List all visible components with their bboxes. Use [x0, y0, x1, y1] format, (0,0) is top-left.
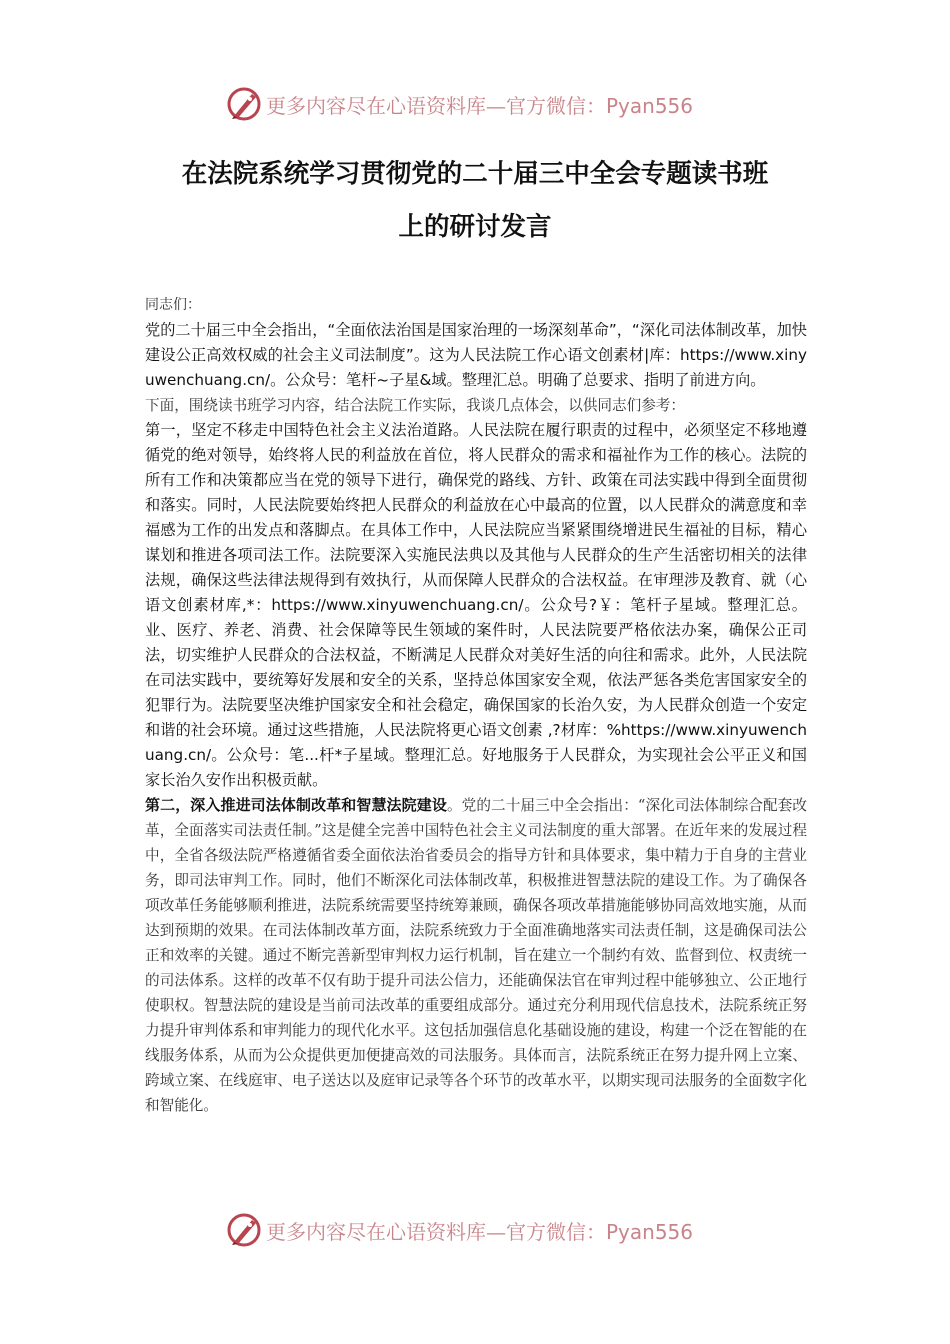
watermark-text: 更多内容尽在心语资料库—官方微信：Pyan556: [266, 93, 694, 118]
watermark-text: 更多内容尽在心语资料库—官方微信：Pyan556: [266, 1219, 694, 1244]
wechat-id: Pyan556: [606, 1219, 694, 1244]
wechat-id: Pyan556: [606, 93, 694, 118]
paragraph-1: 党的二十届三中全会指出，“全面依法治国是国家治理的一场深刻革命”，“深化司法体制改革，加快建设公正高效权威的社会主义司法制度”。这为人民法院工作心语文创素材|库：https://www.xinyuwenchuang.cn/。公众号：笔杆~子星&域。整理汇总。明确了总要求、指明了前进方向。: [145, 321, 807, 389]
paragraph-3: 第一，坚定不移走中国特色社会主义法治道路。人民法院在履行职责的过程中，必须坚定不移地遵循党的绝对领导，始终将人民的利益放在首位，将人民群众的需求和福祉作为工作的核心。法院的所有工作和决策都应当在党的领导下进行，确保党的路线、方针、政策在司法实践中得到全面贯彻和落实。同时，人民法院要始终把人民群众的利益放在心中最高的位置，以人民群众的满意度和幸福感为工作的出发点和落脚点。在具体工作中，人民法院应当紧紧围绕增进民生福祉的目标，精心谋划和推进各项司法工作。法院要深入实施民法典以及其他与人民群众的生产生活密切相关的法律法规，确保这些法律法规得到有效执行，从而保障人民群众的合法权益。在审理涉及教育、就（心语文创素材库,*：https://www.xinyuwenchuang.cn/。公众号?￥：笔杆子星域。整理汇总。业、医疗、养老、消费、社会保障等民生领域的案件时，人民法院要严格依法办案，确保公正司法，切实维护人民群众的合法权益，不断满足人民群众对美好生活的向往和需求。此外，人民法院在司法实践中，要统筹好发展和安全的关系，坚持总体国家安全观，依法严惩各类危害国家安全的犯罪行为。法院要坚决维护国家安全和社会稳定，确保国家的长治久安，为人民群众创造一个安定和谐的社会环境。通过这些措施，人民法院将更心语文创素 ,?材库：%https://www.xinyuwenchuang.cn/。公众号：笔...杆*子星域。整理汇总。好地服务于人民群众，为实现社会公平正义和国家长治久安作出积极贡献。: [145, 421, 807, 789]
document-body: [145, 293, 807, 1118]
paragraph-4-body: 。党的二十届三中全会指出：“深化司法体制综合配套改革，全面落实司法责任制。”这是健全完善中国特色社会主义司法制度的重大部署。在近年来的发展过程中，全省各级法院严格遵循省委全面依法治省委员会的指导方针和具体要求，集中精力于自身的主营业务，即司法审判工作。同时，他们不断深化司法体制改革，积极推进智慧法院的建设工作。为了确保各项改革任务能够顺利推进，法院系统需要坚持统筹兼顾，确保各项改革措施能够协同高效地实施，从而达到预期的效果。在司法体制改革方面，法院系统致力于全面准确地落实司法责任制，这是确保司法公正和效率的关键。通过不断完善新型审判权力运行机制，旨在建立一个制约有效、监督到位、权责统一的司法体系。这样的改革不仅有助于提升司法公信力，还能确保法官在审判过程中能够独立、公正地行使职权。智慧法院的建设是当前司法改革的重要组成部分。通过充分利用现代信息技术，法院系统正努力提升审判体系和审判能力的现代化水平。这包括加强信息化基础设施的建设，构建一个泛在智能的在线服务体系，从而为公众提供更加便捷高效的司法服务。具体而言，法院系统正在努力提升网上立案、跨域立案、在线庭审、电子送达以及庭审记录等各个环节的改革水平，以期实现司法服务的全面数字化和智能化。: [145, 797, 807, 1114]
document-title: [120, 148, 830, 254]
paragraph-4-heading: 第二，深入推进司法体制改革和智慧法院建设: [145, 796, 447, 814]
header-watermark-banner: [226, 84, 726, 124]
title-line-1: 在法院系统学习贯彻党的二十届三中全会专题读书班: [181, 159, 769, 189]
title-line-2: 上的研讨发言: [398, 212, 552, 242]
pen-logo-icon: [226, 86, 262, 122]
footer-watermark-banner: [226, 1210, 726, 1250]
greeting: 同志们：: [145, 297, 201, 313]
paragraph-4: [145, 793, 807, 1118]
paragraph-2: 下面，围绕读书班学习内容，结合法院工作实际，我谈几点体会，以供同志们参考：: [145, 397, 685, 414]
pen-logo-icon: [226, 1212, 262, 1248]
